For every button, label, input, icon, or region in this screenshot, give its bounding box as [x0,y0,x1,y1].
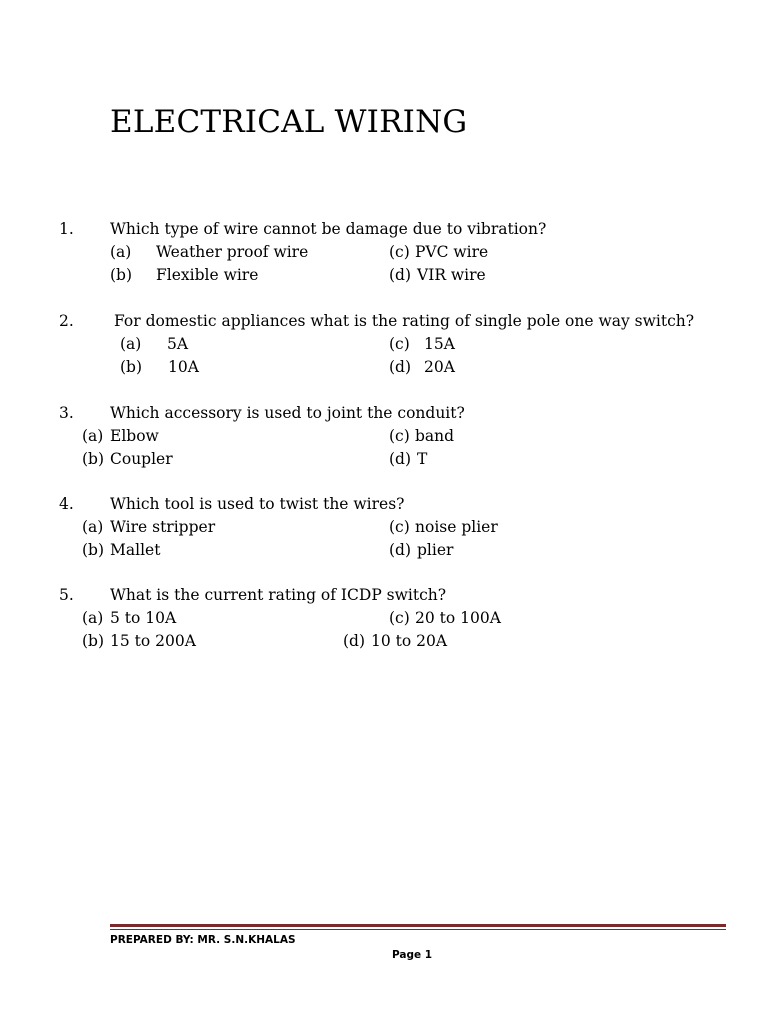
footer-rule-thin [110,929,726,930]
question-number: 3. [59,404,74,422]
option-text: 10A [168,358,199,376]
option-label: (a) [120,335,142,353]
option-label: (d) [389,450,412,468]
option-text: 20A [424,358,455,376]
option-label: (c) [389,243,410,261]
option-label: (c) [389,609,410,627]
option-label: (d) [389,541,412,559]
option-label: (b) [120,358,143,376]
option-label: (a) [82,609,104,627]
option-label: (d) [343,632,366,650]
option-label: (b) [82,450,105,468]
question-text: What is the current rating of ICDP switch? [110,586,447,604]
option-text: Coupler [110,450,173,468]
option-text: noise plier [415,518,498,536]
option-label: (b) [82,632,105,650]
option-text: VIR wire [417,266,486,284]
question-text: For domestic appliances what is the rating of single pole one way switch? [114,312,695,330]
option-text: plier [417,541,454,559]
option-text: Wire stripper [110,518,216,536]
prepared-by: PREPARED BY: MR. S.N.KHALAS [110,934,296,946]
option-text: 20 to 100A [415,609,501,627]
footer-rule-thick [110,924,726,927]
option-label: (b) [82,541,105,559]
option-text: Mallet [110,541,161,559]
option-text: PVC wire [415,243,489,261]
option-text: Elbow [110,427,159,445]
question-number: 4. [59,495,74,513]
option-text: Weather proof wire [156,243,309,261]
option-text: Flexible wire [156,266,259,284]
option-text: band [415,427,455,445]
question-number: 1. [59,220,74,238]
option-text: 5 to 10A [110,609,177,627]
option-label: (a) [82,518,104,536]
option-label: (d) [389,358,412,376]
option-label: (d) [389,266,412,284]
question-text: Which accessory is used to joint the conduit? [110,404,465,422]
option-label: (c) [389,427,410,445]
question-number: 5. [59,586,74,604]
question-number: 2. [59,312,74,330]
question-text: Which tool is used to twist the wires? [110,495,405,513]
question-text: Which type of wire cannot be damage due to vibration? [110,220,547,238]
option-label: (b) [110,266,133,284]
option-text: 10 to 20A [371,632,448,650]
option-label: (c) [389,518,410,536]
option-text: T [417,450,428,468]
option-label: (a) [110,243,132,261]
page-title: ELECTRICAL WIRING [110,104,468,140]
option-text: 15A [424,335,455,353]
page-number: Page 1 [392,949,433,961]
option-label: (c) [389,335,410,353]
option-text: 15 to 200A [110,632,196,650]
option-label: (a) [82,427,104,445]
option-text: 5A [167,335,189,353]
